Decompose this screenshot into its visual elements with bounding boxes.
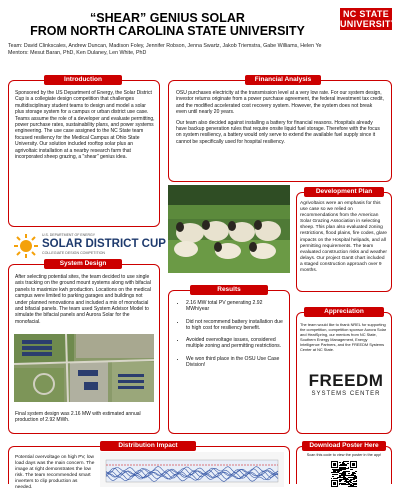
qr-code-icon (330, 460, 358, 488)
poster-title-line1: “SHEAR” GENIUS SOLAR (90, 11, 245, 25)
system-design-heading: System Design (44, 259, 122, 269)
results-list (178, 300, 284, 368)
poster-title (0, 12, 335, 38)
freedm-logo (306, 372, 386, 412)
sdc-small-text: U.S. DEPARTMENT OF ENERGY (42, 233, 96, 237)
aerial-map-image (14, 334, 154, 402)
financial-paragraph-1: OSU purchases electricity at the transmission level at a very low rate. For our system design, investor returns originate from a power purchase agreement, the federal investment tax credit, and the modified accelerated cost recovery system. However, the system does not break even until nearly 20 years. (176, 90, 384, 116)
system-design-body: After selecting potential sites, the team decided to use single axis tracking on the ground mount systems along with bifacial panels to maximize kwh production. Locations on the medical campus were limited to parking garages and buildings not under planned renovations and included a mix of monofacial and bifacial panels. The team used System Advisor Model to simulate the bifacial panels and Aurora Solar for the monofacial. (15, 274, 151, 325)
introduction-body: Sponsored by the US Department of Energy, the Solar District Cup is a collegiate design competition that challenges multidisciplinary student teams to design and model a solar plus storage system for a campus or urban district use case. Teams assume the role of a developer and evaluate permitting, power purchase rates, sustainability plans, and power systems engineering. The use case assigned to the NC State team focused resiliency for the Medical Campus at Ohio State University. Our solution included rooftop solar plus an agrivoltaic installation at a nearby research farm that incorporated sheep grazing, a "shear" genius idea. (15, 90, 155, 161)
qr-code[interactable] (330, 460, 358, 488)
development-heading: Development Plan (304, 187, 384, 197)
download-heading: Download Poster Here (302, 441, 386, 451)
logo-line2: UNIVERSITY (340, 19, 398, 29)
system-design-caption: Final system design was 2.16 MW with estimated annual production of 2.92 MWh. (15, 411, 141, 424)
financial-paragraph-2: Our team also decided against installing a battery for financial reasons. Hospitals already have backup generation rules that require onsite liquid fuel storage. Therefore with the focus on system resiliency, a battery would only serve to extend the available fuel supply since it cannot be specifically used for hospital resiliency. (176, 119, 380, 145)
sun-mark-icon (14, 234, 38, 258)
distribution-body: Potential overvoltage on high PV, low load days was the main concern. The image at right demonstrates the low risk. The team recommended smart inverters to clip production as needed. (15, 455, 95, 489)
sheep-grazing-image (168, 185, 290, 273)
results-item: • 2.16 MW total PV generating 2.92 MWh/year (186, 300, 284, 313)
results-heading: Results (190, 285, 268, 295)
aerial-site-map (14, 334, 154, 402)
author-block (8, 43, 394, 57)
sdc-main-text: SOLAR DISTRICT CUP (42, 238, 166, 250)
results-item: • Did not recommend battery installation due to high cost for resiliency benefit. (186, 319, 284, 332)
freedm-logo-main: FREEDM (308, 371, 384, 390)
nc-state-logo (340, 8, 398, 30)
introduction-heading: Introduction (44, 75, 122, 85)
appreciation-body: The team would like to thank NREL for supporting the competition, competition sponsor Aurora Solar and HeatSpring, our mentors from NC State, Southern Energy Management, Energy Intelligence Partners, and the FREEDM Systems Center at NC State. (300, 322, 387, 352)
poster-title-line2: FROM NORTH CAROLINA STATE UNIVERSITY (30, 24, 305, 38)
mentors-line: Mentors: Mesut Baran, PhD, Ken Dulaney, Len White, PhD (8, 50, 147, 56)
solar-district-cup-logo (14, 232, 166, 260)
distribution-heading: Distribution Impact (100, 441, 196, 451)
development-body: Agrivoltaics were an emphasis for this use case so we relied on recommendations from the American Solar Grazing Association in selecting sheep. This plan also evaluated zoning restrictions, flood plains, fire codes, glare impacts on the Hospital helipads, and all permitting requirements. The team evaluated construction risks and weather delays. Our project Gantt chart included a staged construction approach over 9 months. (300, 201, 387, 274)
results-body (178, 300, 284, 374)
freedm-logo-sub: SYSTEMS CENTER (311, 391, 381, 397)
voltage-profile-chart (100, 452, 284, 487)
voltage-profile-image (100, 452, 284, 487)
team-line: Team: David Clinkscales, Andrew Duncan, Madison Foley, Jennifer Robson, Jenna Swartz, Jakob Triemstra, Gabe Williams, Helen Ye (8, 43, 322, 49)
financial-heading: Financial Analysis (245, 75, 321, 85)
logo-line1: NC STATE (342, 9, 390, 19)
sdc-sub-text: COLLEGIATE DESIGN COMPETITION (42, 251, 106, 255)
results-item: • We won third place in the OSU Use Case Division! (186, 356, 284, 369)
sheep-photo (168, 185, 290, 273)
appreciation-heading: Appreciation (304, 307, 384, 317)
download-body: Scan this code to view the poster in the app! (306, 453, 382, 457)
results-item: • Avoided overvoltage issues, considered multiple zoning and permitting restrictions. (186, 337, 284, 350)
financial-body (176, 90, 384, 149)
